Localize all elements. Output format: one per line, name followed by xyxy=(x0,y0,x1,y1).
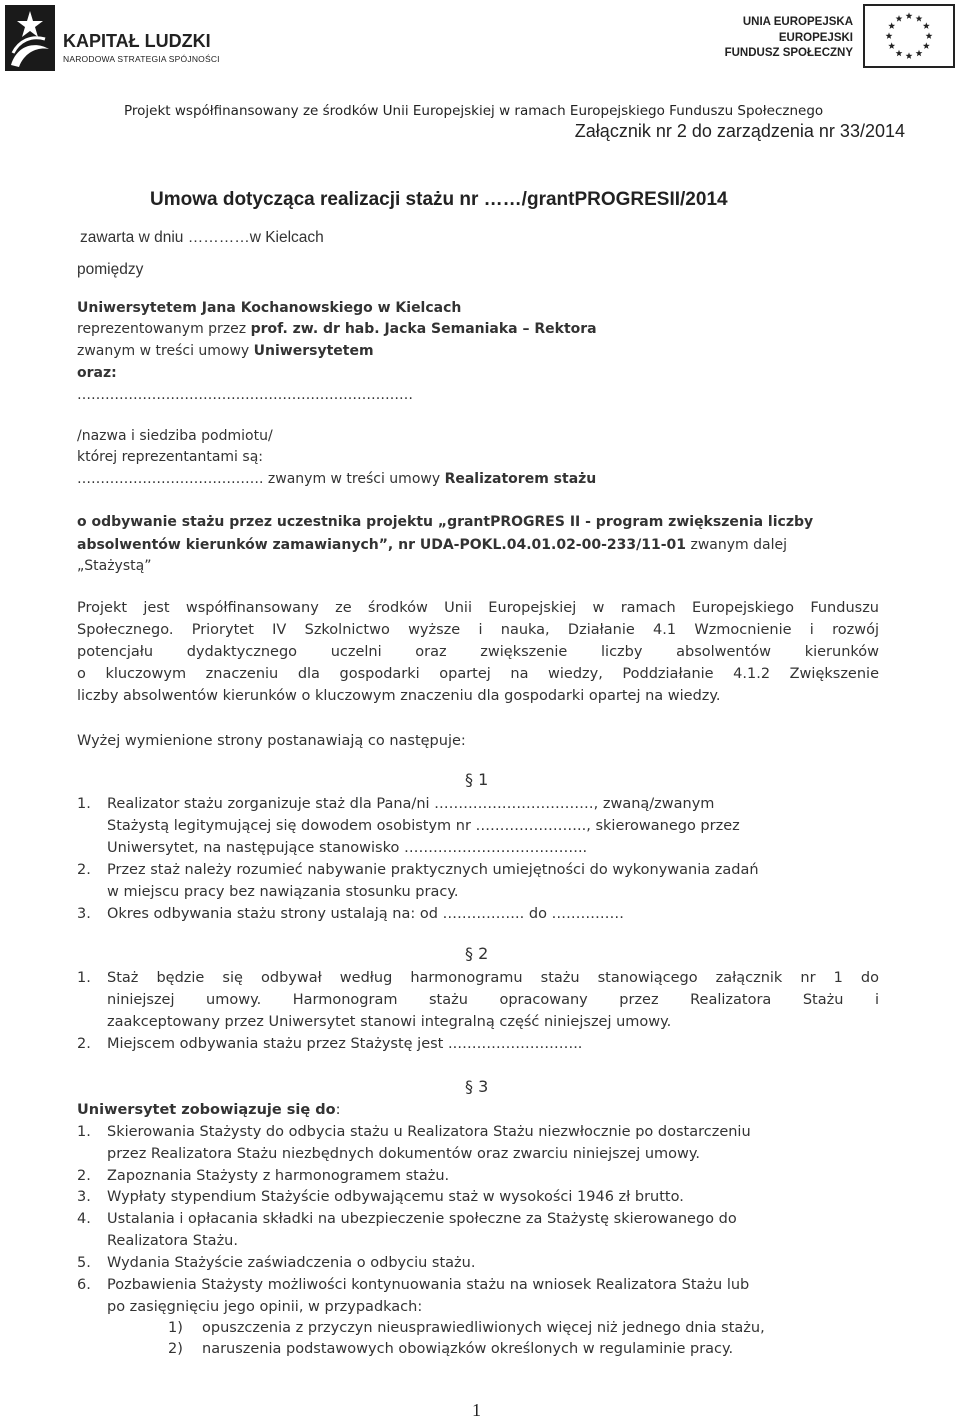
party1-rep-bold: prof. zw. dr hab. Jacka Semaniaka – Rektora xyxy=(250,321,597,337)
section-2-heading xyxy=(465,944,488,963)
purpose-line-2-rest: zwanym dalej xyxy=(686,537,787,553)
section-3-number: 3 xyxy=(478,1077,489,1096)
s3-item-5-num: 5. xyxy=(77,1255,91,1271)
dots-line: ……………………………………………………………… xyxy=(77,387,413,403)
s3-item-6-num: 6. xyxy=(77,1277,91,1293)
purpose-line-1: o odbywanie stażu przez uczestnika projektu „grantPROGRES II - program zwiększenia liczby xyxy=(77,514,814,530)
s3-intro xyxy=(77,1102,341,1118)
s1-item-1-num: 1. xyxy=(77,796,91,812)
party1-rep-prefix: reprezentowanym przez xyxy=(77,321,251,337)
party2-rep: której reprezentantami są: xyxy=(77,449,263,465)
section-sign-icon: § xyxy=(465,944,479,963)
kapital-ludzki-logo-icon xyxy=(5,5,59,71)
project-line-1: Projekt jest współfinansowany ze środków Unii Europejskiej w ramach Europejskiego Funduszu xyxy=(77,600,879,616)
s2-item-1-num: 1. xyxy=(77,970,91,986)
s3-item-3-line-1: Wypłaty stypendium Stażyście odbywającemu staż w wysokości 1946 zł brutto. xyxy=(107,1189,684,1205)
s3-intro-bold: Uniwersytet zobowiązuje się do xyxy=(77,1102,336,1118)
s2-item-1-line-3: zaakceptowany przez Uniwersytet stanowi integralną część niniejszej umowy. xyxy=(107,1014,672,1030)
party2-hint: /nazwa i siedziba podmiotu/ xyxy=(77,428,273,444)
kapital-ludzki-title: KAPITAŁ LUDZKI xyxy=(63,31,211,51)
section-sign-icon: § xyxy=(465,1077,479,1096)
s3-item-3-num: 3. xyxy=(77,1189,91,1205)
s1-item-2-line-1: Przez staż należy rozumieć nabywanie praktycznych umiejętności do wykonywania zadań xyxy=(107,862,759,878)
party1-name: Uniwersytetem Jana Kochanowskiego w Kielcach xyxy=(77,300,462,316)
between-line: pomiędzy xyxy=(77,261,144,278)
s1-item-2-line-2: w miejscu pracy bez nawiązania stosunku pracy. xyxy=(107,884,459,900)
s3-item-4-line-2: Realizatora Stażu. xyxy=(107,1233,238,1249)
s2-item-2-line-1: Miejscem odbywania stażu przez Stażystę jest ..…………………….. xyxy=(107,1036,583,1052)
s3-item-4-line-1: Ustalania i opłacania składki na ubezpieczenie społeczne za Stażystę skierowanego do xyxy=(107,1211,737,1227)
party1-called-bold: Uniwersytetem xyxy=(253,343,374,359)
and-line: oraz: xyxy=(77,365,117,381)
concluded-line: zawarta w dniu …………w Kielcach xyxy=(80,229,324,246)
section-1-number: 1 xyxy=(478,770,489,789)
eu-line-2: EUROPEJSKI xyxy=(778,32,853,44)
s3-item-6-line-2: po zasięgnięciu jego opinii, w przypadkach: xyxy=(107,1299,423,1315)
eu-line-3: FUNDUSZ SPOŁECZNY xyxy=(724,47,853,59)
eu-line-1: UNIA EUROPEJSKA xyxy=(742,16,853,28)
s3-item-6-line-1: Pozbawienia Stażysty możliwości kontynuowania stażu na wniosek Realizatora Stażu lub xyxy=(107,1277,750,1293)
purpose-line-2 xyxy=(77,537,787,553)
section-1-heading xyxy=(465,770,488,789)
s3-item-5-line-1: Wydania Stażyście zaświadczenia o odbyciu stażu. xyxy=(107,1255,476,1271)
s3-item-1-line-2: przez Realizatora Stażu niezbędnych dokumentów oraz zwarciu niniejszej umowy. xyxy=(107,1146,701,1162)
eu-flag-icon xyxy=(863,4,955,68)
party2-called-dots: …………………………………. xyxy=(77,471,264,487)
project-line-3: potencjału dydaktycznego uczelni oraz zwiększenie liczby absolwentów kierunków xyxy=(77,644,879,660)
s1-item-3-num: 3. xyxy=(77,906,91,922)
s3-subitem-1-text: opuszczenia z przyczyn nieusprawiedliwionych więcej niż jednego dnia stażu, xyxy=(202,1320,765,1336)
s3-subitem-1-num: 1) xyxy=(168,1320,183,1336)
document-title: Umowa dotycząca realizacji stażu nr ……/grantPROGRESII/2014 xyxy=(150,189,728,210)
project-line-5: liczby absolwentów kierunków o kluczowym znaczeniu dla gospodarki opartej na wiedzy. xyxy=(77,688,721,704)
purpose-line-3: „Stażystą” xyxy=(77,558,152,574)
s3-subitem-2-text: naruszenia podstawowych obowiązków określonych w regulaminie pracy. xyxy=(202,1341,734,1357)
parties-decide: Wyżej wymienione strony postanawiają co następuje: xyxy=(77,733,466,749)
section-sign-icon: § xyxy=(465,770,479,789)
cofinance-line: Projekt współfinansowany ze środków Unii Europejskiej w ramach Europejskiego Funduszu Społecznego xyxy=(124,103,824,119)
s1-item-1-line-1: Realizator stażu zorganizuje staż dla Pana/ni ……………………………, zwaną/zwanym xyxy=(107,796,715,812)
kapital-ludzki-logo xyxy=(5,5,225,75)
s1-item-3-line-1: Okres odbywania stażu strony ustalają na: od …………….. do …………… xyxy=(107,906,625,922)
s3-intro-colon: : xyxy=(335,1102,341,1118)
eu-logo xyxy=(700,4,955,68)
party2-called-bold: Realizatorem stażu xyxy=(444,471,597,487)
annex-line: Załącznik nr 2 do zarządzenia nr 33/2014 xyxy=(574,121,905,141)
page-number: 1 xyxy=(472,1400,481,1420)
party2-called-prefix: zwanym w treści umowy xyxy=(263,471,445,487)
s3-item-1-line-1: Skierowania Stażysty do odbycia stażu u Realizatora Stażu niezwłocznie po dostarczeniu xyxy=(107,1124,751,1140)
party1-rep xyxy=(77,321,597,337)
party1-called-prefix: zwanym w treści umowy xyxy=(77,343,254,359)
s1-item-1-line-2: Stażystą legitymującej się dowodem osobistym nr ………………….., skierowanego przez xyxy=(107,818,740,834)
party2-called xyxy=(77,471,596,487)
s3-item-2-num: 2. xyxy=(77,1168,91,1184)
s1-item-1-line-3: Uniwersytet, na następujące stanowisko ……………………………….. xyxy=(107,840,588,856)
s3-item-4-num: 4. xyxy=(77,1211,91,1227)
purpose-line-2-bold: absolwentów kierunków zamawianych”, nr UDA-POKL.04.01.02-00-233/11-01 xyxy=(77,537,687,553)
s2-item-1-line-1: Staż będzie się odbywał według harmonogramu stażu stanowiącego załącznik nr 1 do xyxy=(107,970,879,986)
kapital-ludzki-subtitle: NARODOWA STRATEGIA SPÓJNOŚCI xyxy=(63,54,220,64)
s3-item-1-num: 1. xyxy=(77,1124,91,1140)
s3-item-2-line-1: Zapoznania Stażysty z harmonogramem stażu. xyxy=(107,1168,450,1184)
party1-called xyxy=(77,343,374,359)
project-line-4: o kluczowym znaczeniu dla gospodarki opartej na wiedzy, Poddziałanie 4.1.2 Zwiększenie xyxy=(77,666,879,682)
s1-item-2-num: 2. xyxy=(77,862,91,878)
section-2-number: 2 xyxy=(478,944,489,963)
s2-item-1-line-2: niniejszej umowy. Harmonogram stażu opracowany przez Realizatora Stażu i xyxy=(107,992,879,1008)
s2-item-2-num: 2. xyxy=(77,1036,91,1052)
project-line-2: Społecznego. Priorytet IV Szkolnictwo wyższe i nauka, Działanie 4.1 Wzmocnienie i rozwój xyxy=(77,622,879,638)
s3-subitem-2-num: 2) xyxy=(168,1341,183,1357)
section-3-heading xyxy=(465,1077,488,1096)
